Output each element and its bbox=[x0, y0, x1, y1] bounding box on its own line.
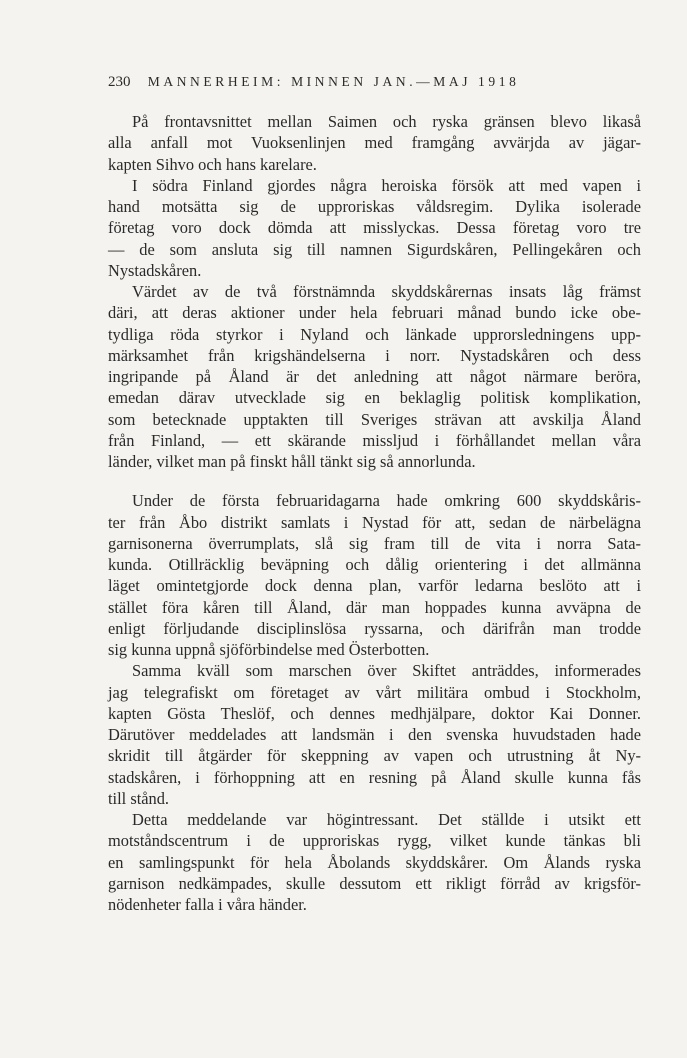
text-line: Nystadskåren. bbox=[108, 260, 202, 280]
text-line: Samma kväll som marschen över Skiftet anträddes, informerades bbox=[132, 661, 641, 681]
text-line: en samlingspunkt för hela Åbolands skyddskårer. Om Ålands ryska bbox=[108, 852, 641, 872]
paragraph bbox=[108, 490, 641, 660]
running-title: MANNERHEIM: MINNEN JAN.—MAJ 1918 bbox=[147, 74, 520, 89]
page-number: 230 bbox=[108, 74, 131, 90]
text-line: kunda. Otillräcklig beväpning och dålig orientering i det allmänna bbox=[108, 555, 641, 574]
text-line: motståndscentrum i de upproriskas rygg, vilket kunde tänkas bli bbox=[108, 831, 641, 851]
running-header bbox=[108, 74, 648, 91]
text-line: sig kunna uppnå sjöförbindelse med Österbotten. bbox=[108, 640, 430, 659]
text-line: garnisonerna överrumplats, slå sig fram till de vita i norra Sata- bbox=[108, 533, 641, 553]
paragraph bbox=[108, 809, 641, 915]
text-line: läget omintetgjorde dock denna plan, varför ledarna beslöto att i bbox=[108, 576, 641, 596]
paragraph bbox=[108, 660, 641, 809]
text-line: På frontavsnittet mellan Saimen och ryska gränsen blevo likaså bbox=[132, 112, 641, 131]
text-line: nödenheter falla i våra händer. bbox=[108, 895, 307, 914]
text-line: företag voro dock dömda att misslyckas. Dessa företag voro tre bbox=[108, 218, 641, 238]
text-line: Därutöver meddelades att landsmän i den svenska huvudstaden hade bbox=[108, 725, 641, 744]
text-line: I södra Finland gjordes några heroiska försök att med vapen i bbox=[132, 175, 641, 195]
text-line: emedan därav utvecklade sig en beklaglig politisk komplikation, bbox=[108, 388, 641, 408]
text-line: ter från Åbo distrikt samlats i Nystad för att, sedan de närbelägna bbox=[108, 512, 641, 532]
text-line: till stånd. bbox=[108, 788, 170, 808]
text-line: — de som ansluta sig till namnen Sigurdskåren, Pellingekåren och bbox=[108, 239, 641, 259]
paragraph bbox=[108, 281, 641, 472]
text-line: skridit till åtgärder för skeppning av vapen och utrustning åt Ny- bbox=[108, 746, 641, 766]
text-line: jag telegrafiskt om företaget av vårt militära ombud i Stockholm, bbox=[108, 682, 641, 702]
text-line: stadskåren, i förhoppning att en resning på Åland skulle kunna fås bbox=[108, 767, 641, 787]
text-line: däri, att deras aktioner under hela februari månad bundo icke obe- bbox=[108, 303, 641, 323]
text-line: hand motsätta sig de upproriskas våldsregim. Dylika isolerade bbox=[108, 197, 641, 216]
text-line: kapten Sihvo och hans karelare. bbox=[108, 154, 317, 174]
text-line: stället föra kåren till Åland, där man hoppades kunna avväpna de bbox=[108, 597, 641, 617]
text-line: Detta meddelande var högintressant. Det ställde i utsikt ett bbox=[132, 810, 641, 829]
text-line: garnison nedkämpades, skulle dessutom ett rikligt förråd av krigsför- bbox=[108, 873, 641, 893]
paragraph bbox=[108, 111, 641, 175]
text-line: som betecknade upptakten till Sveriges strävan att avskilja Åland bbox=[108, 409, 641, 429]
page-body bbox=[108, 111, 641, 915]
text-line: Värdet av de två förstnämnda skyddskårernas insats låg främst bbox=[132, 282, 641, 301]
text-line: ingripande på Åland är det anledning att något närmare beröra, bbox=[108, 367, 641, 386]
text-line: från Finland, — ett skärande missljud i förhållandet mellan våra bbox=[108, 430, 641, 450]
paragraph bbox=[108, 175, 641, 281]
text-line: Under de första februaridagarna hade omkring 600 skyddskåris- bbox=[132, 491, 641, 511]
text-line: kapten Gösta Theslöf, och dennes medhjälpare, doktor Kai Donner. bbox=[108, 703, 641, 723]
text-line: enligt förljudande disciplinslösa ryssarna, och därifrån man trodde bbox=[108, 618, 641, 638]
text-line: länder, vilket man på finskt håll tänkt sig så annorlunda. bbox=[108, 452, 476, 471]
text-line: alla anfall mot Vuoksenlinjen med framgång avvärjda av jägar- bbox=[108, 133, 641, 153]
text-line: märksamhet från krigshändelserna i norr. Nystadskåren och dess bbox=[108, 345, 641, 365]
text-line: tydliga röda styrkor i Nyland och länkade upprorsledningens upp- bbox=[108, 324, 641, 344]
